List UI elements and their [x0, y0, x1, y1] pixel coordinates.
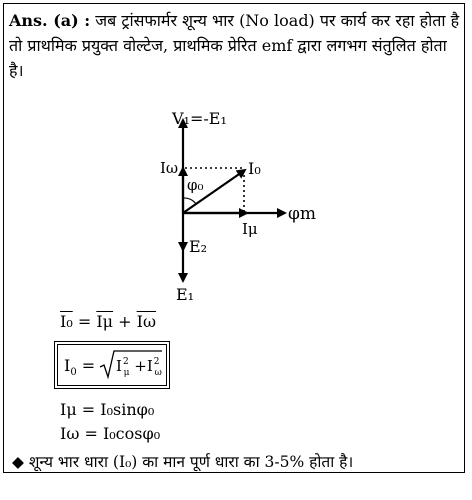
svg-text:I0 =: $I_0$ = — [64, 356, 96, 378]
formula-imu: Iμ = I₀sinφ₀ — [60, 400, 155, 419]
f1-i0: I₀ — [60, 312, 73, 331]
bullet-note — [12, 450, 353, 472]
formula-phasor-sum: $I_0 = \overline{I\mu} + \overline{I\omega}$ — [60, 312, 157, 331]
formula-magnitude — [58, 345, 166, 385]
v1-label: V₁=-E₁ — [172, 109, 227, 128]
f1-iw: $\overline{I\omega}$ — [136, 312, 157, 331]
phim-label: φm — [288, 204, 317, 224]
bullet-text: शून्य भार धारा (I₀) का मान पूर्ण धारा का 3-5% होता है। — [28, 453, 354, 471]
e1-label: E₁ — [176, 285, 195, 304]
phi0-arc — [183, 198, 196, 204]
phi0-label: φ₀ — [187, 176, 204, 194]
formula-iw: Iω = I₀cosφ₀ — [60, 424, 161, 443]
answer-label: Ans. (a) : — [9, 11, 91, 30]
i0-label: I₀ — [248, 159, 261, 178]
imu-label: Iμ — [242, 220, 258, 238]
svg-text:I2μ +I2ω: $I^2$ $\mu +I^2$ ω — [116, 357, 162, 378]
e2-label: E₂ — [189, 237, 208, 256]
bullet-icon: ◆ — [12, 453, 24, 471]
f1-imu: $\overline{I\mu}$ — [96, 312, 114, 331]
formula-magnitude-box — [57, 344, 167, 386]
answer-text: जब ट्रांसफार्मर शून्य भार (No load) पर कार्य कर रहा होता है तो प्राथमिक प्रयुक्त वोल्टेज, प्राथमिक प्रेरित emf द्वारा लगभग संतुलित होता है। — [9, 11, 460, 80]
iw-label: Iω — [160, 159, 179, 177]
